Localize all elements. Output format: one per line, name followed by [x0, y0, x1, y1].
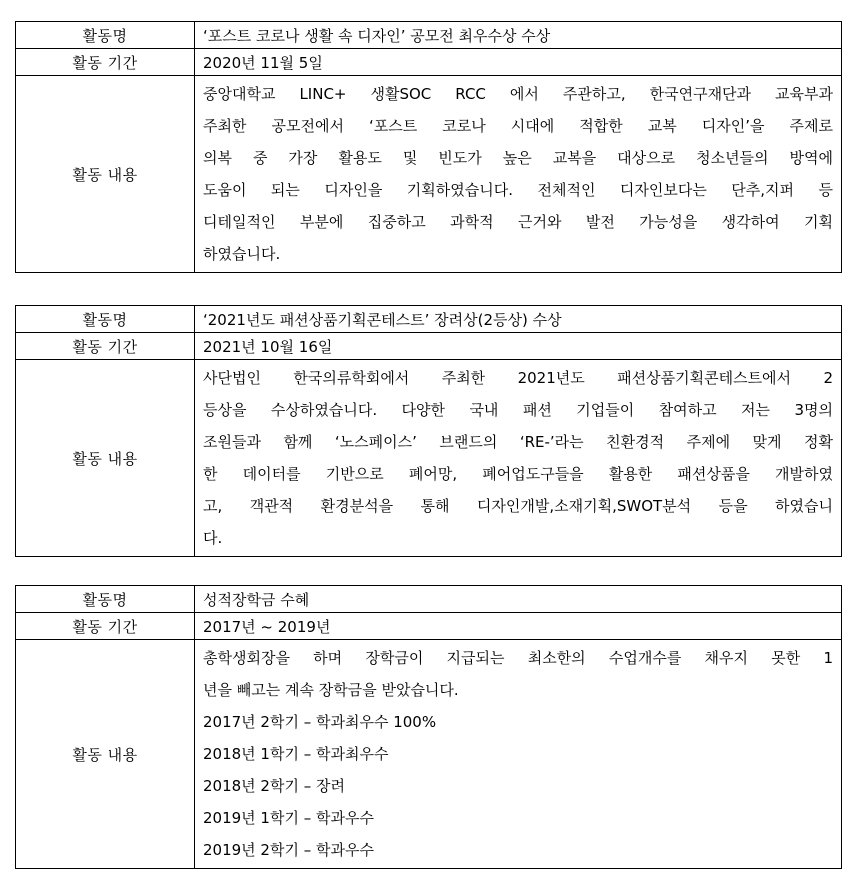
content-line: 2017년 2학기 – 학과최우수 100% — [203, 713, 437, 731]
activity-period-row — [16, 333, 842, 360]
content-line: 년을 빼고는 계속 장학금을 받았습니다. — [203, 681, 459, 699]
content-line: 한 데이터를 기반으로 폐어망, 폐어업도구들을 활용한 패션상품을 개발하였 — [203, 465, 833, 483]
content-line: 2018년 1학기 – 학과최우수 — [203, 745, 389, 763]
activity-name-value: ‘포스트 코로나 생활 속 디자인’ 공모전 최우수상 수상 — [195, 22, 842, 49]
activity-period-value: 2021년 10월 16일 — [195, 333, 842, 360]
content-line: 2019년 1학기 – 학과우수 — [203, 809, 374, 827]
content-line: 등상을 수상하였습니다. 다양한 국내 패션 기업들이 참여하고 저는 3명의 — [203, 401, 833, 419]
activity-content-row — [16, 640, 842, 869]
content-line: 다. — [203, 529, 223, 547]
content-line: 고, 객관적 환경분석을 통해 디자인개발,소재기획,SWOT분석 등을 하였습니 — [203, 497, 833, 515]
activity-name-row — [16, 306, 842, 333]
content-line: 도움이 되는 디자인을 기획하였습니다. 전체적인 디자인보다는 단추,지퍼 등 — [203, 181, 833, 199]
activity-period-value: 2017년 ~ 2019년 — [195, 613, 842, 640]
activity-content-row — [16, 360, 842, 557]
activity-content-row — [16, 76, 842, 273]
activity-table-3 — [15, 585, 842, 869]
activity-content-value — [195, 360, 842, 557]
content-line: 총학생회장을 하며 장학금이 지급되는 최소한의 수업개수를 채우지 못한 1 — [203, 649, 833, 667]
activity-table-2 — [15, 305, 842, 557]
content-line: 2019년 2학기 – 학과우수 — [203, 841, 374, 859]
activity-name-value: ‘2021년도 패션상품기획콘테스트’ 장려상(2등상) 수상 — [195, 306, 842, 333]
activity-content-label: 활동 내용 — [16, 640, 195, 869]
activity-name-value: 성적장학금 수혜 — [195, 586, 842, 613]
activity-period-label: 활동 기간 — [16, 333, 195, 360]
activity-period-value: 2020년 11월 5일 — [195, 49, 842, 76]
content-line: 의복 중 가장 활용도 및 빈도가 높은 교복을 대상으로 청소년들의 방역에 — [203, 149, 833, 167]
activity-name-row — [16, 586, 842, 613]
activity-name-label: 활동명 — [16, 586, 195, 613]
activity-content-label: 활동 내용 — [16, 360, 195, 557]
content-line: 사단법인 한국의류학회에서 주최한 2021년도 패션상품기획콘테스트에서 2 — [203, 369, 833, 387]
content-line: 2018년 2학기 – 장려 — [203, 777, 345, 795]
activity-name-label: 활동명 — [16, 22, 195, 49]
content-line: 하였습니다. — [203, 245, 281, 263]
activity-table-1 — [15, 21, 842, 273]
activity-period-row — [16, 613, 842, 640]
content-line: 중앙대학교 LINC+ 생활SOC RCC 에서 주관하고, 한국연구재단과 교육부과 — [203, 85, 833, 103]
content-line: 주최한 공모전에서 ‘포스트 코로나 시대에 적합한 교복 디자인’을 주제로 — [203, 117, 833, 135]
activity-name-row — [16, 22, 842, 49]
activity-name-label: 활동명 — [16, 306, 195, 333]
activity-content-value — [195, 76, 842, 273]
activity-content-value — [195, 640, 842, 869]
activity-content-label: 활동 내용 — [16, 76, 195, 273]
content-line: 디테일적인 부분에 집중하고 과학적 근거와 발전 가능성을 생각하여 기획 — [203, 213, 833, 231]
activity-period-label: 활동 기간 — [16, 613, 195, 640]
activity-period-label: 활동 기간 — [16, 49, 195, 76]
activity-period-row — [16, 49, 842, 76]
content-line: 조원들과 함께 ‘노스페이스’ 브랜드의 ‘RE-’라는 친환경적 주제에 맞게 정확 — [203, 433, 833, 451]
